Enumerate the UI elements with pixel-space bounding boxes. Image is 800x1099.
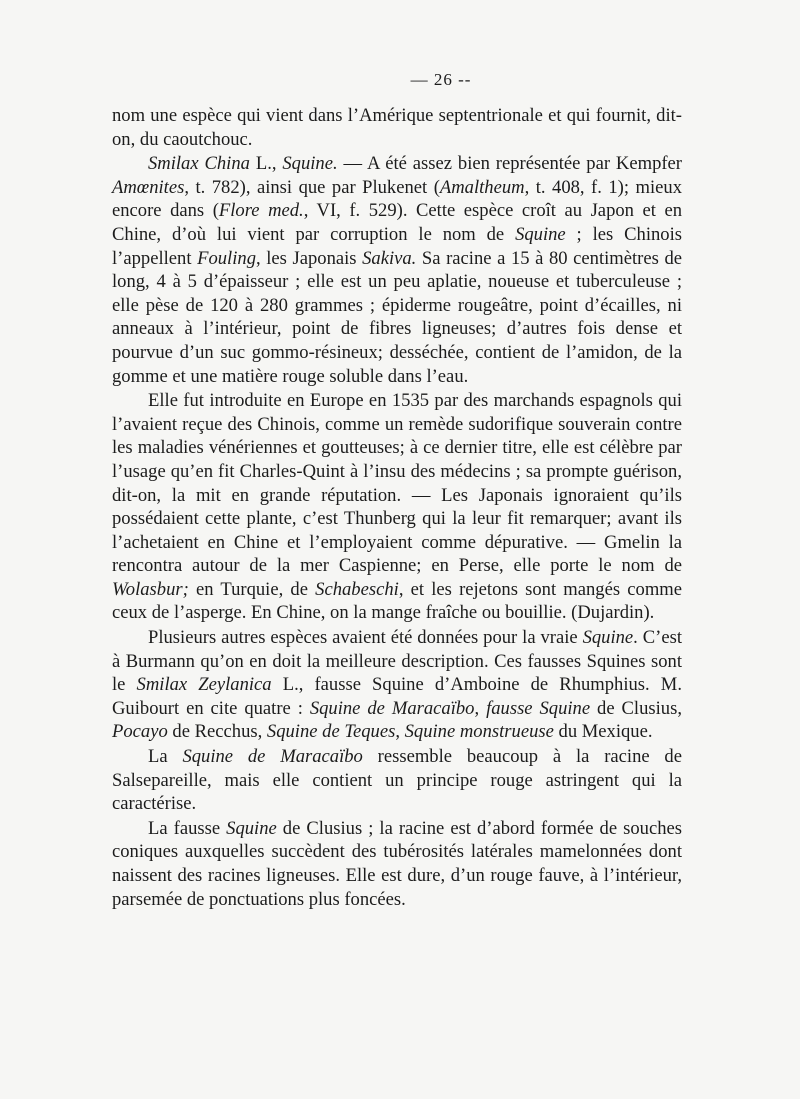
paragraph	[112, 817, 682, 911]
italic-text: Squine	[226, 817, 277, 839]
text-run: ressemble beaucoup à la racine de Salsepareille, mais elle contient un principe rouge astringent qui la caractérise.	[112, 746, 682, 815]
text-run: ,	[395, 721, 405, 743]
text-run: du Mexique.	[553, 721, 653, 743]
text-run: ; les Chinois l’appellent	[112, 223, 682, 269]
text-run: Elle fut introduite en Europe en 1535 par des marchands espagnols qui l’avaient reçue des Chinois, comme un remède sudorifique souverain contre les maladies vénériennes et goutteuses; à ce dernier titre, elle est célèbre par l’usage qu’en fit Charles-Quint à l’insu des médecins ; sa prompte guérison, dit-on, la mit en grande réputation. — Les Japonais ignoraient qu’ils possédaient cette plante, c’est Thunberg qui la leur fit remarquer; avant ils l’achetaient en Chine et l’employaient comme dépurative. — Gmelin la rencontra autour de la mer Caspienne; en Perse, elle porte le nom de	[112, 390, 682, 577]
text-run: de Clusius ; la racine est d’abord formée de souches coniques auxquelles succèdent des tubérosités latérales mamelonnées dont naissent des racines ligneuses. Elle est dure, d’un rouge fauve, à l’intérieur, parsemée de ponctuations plus foncées.	[112, 817, 682, 910]
text-run: L., fausse Squine d’Amboine de Rhumphius. M. Guibourt en cite quatre :	[112, 674, 682, 719]
italic-text: Squine	[582, 627, 634, 649]
text-run: en Turquie, de	[188, 578, 316, 600]
page-number: — 26 --	[410, 70, 472, 89]
paragraph	[112, 626, 682, 744]
italic-text: Smilax Zeylanica	[136, 674, 272, 696]
italic-text: Wolasbur;	[112, 578, 189, 600]
text-run: de Clusius,	[590, 697, 682, 719]
text-run: , VI, f. 529). Cette espèce croît au Japon et en Chine, d’où lui vient par corruption le nom de	[112, 200, 682, 245]
italic-text: Squine	[515, 223, 566, 245]
text-run: L.,	[249, 153, 283, 175]
italic-text: Amaltheum	[439, 176, 525, 198]
italic-text: Fouling	[197, 247, 256, 269]
text-run: La	[148, 746, 183, 768]
italic-text: Flore med.	[218, 200, 304, 222]
text-run: , et les rejetons sont mangés comme ceux de l’asperge. En Chine, on la mange fraîche ou bouillie. (Dujardin).	[112, 578, 682, 624]
paragraph	[112, 389, 682, 625]
italic-text: Squine monstrueuse	[404, 721, 554, 743]
text-run: La fausse	[148, 817, 227, 839]
text-run: . C’est à Burmann qu’on en doit la meilleure description. Ces fausses Squines sont le	[112, 627, 682, 696]
text-run: — A été assez bien représentée par Kempfer	[337, 153, 683, 175]
italic-text: Squine de Maracaïbo	[309, 697, 475, 719]
text-run: , les Japonais	[256, 247, 363, 269]
italic-text: Squine.	[282, 153, 338, 175]
text-run: , t. 408, f. 1); mieux encore dans (	[112, 176, 683, 222]
text-run: ,	[474, 697, 487, 719]
italic-text: Pocayo	[112, 721, 168, 743]
paragraph	[112, 745, 682, 816]
text-run: Sa racine a 15 à 80 centimètres de long, 4 à 5 d’épaisseur ; elle est un peu aplatie, noueuse et tuberculeuse ; elle pèse de 120 à 280 grammes ; épiderme rougeâtre, point d’écailles, ni anneaux à l’intérieur, point de fibres ligneuses; d’autres fois dense et pourvue d’un suc gommo-résineux; desséchée, contient de l’amidon, de la gomme et une matière rouge soluble dans l’eau.	[112, 247, 682, 387]
italic-text: Squine de Teques	[266, 721, 396, 743]
italic-text: Smilax China	[148, 153, 250, 175]
italic-text: Squine de Maracaïbo	[182, 746, 363, 768]
text-run: de Recchus,	[167, 721, 267, 743]
paragraph	[112, 104, 682, 151]
italic-text: Schabeschi	[315, 578, 399, 600]
body-text	[112, 104, 682, 911]
text-run: , t. 782), ainsi que par Plukenet (	[184, 176, 440, 198]
text-run: nom une espèce qui vient dans l’Amérique septentrionale et qui fournit, dit-on, du caoutchouc.	[112, 105, 682, 150]
paragraph	[112, 152, 682, 388]
italic-text: fausse Squine	[486, 697, 591, 719]
italic-text: Sakiva.	[362, 247, 417, 269]
italic-text: Amœnites	[112, 176, 185, 198]
text-run: Plusieurs autres espèces avaient été données pour la vraie	[148, 627, 583, 649]
